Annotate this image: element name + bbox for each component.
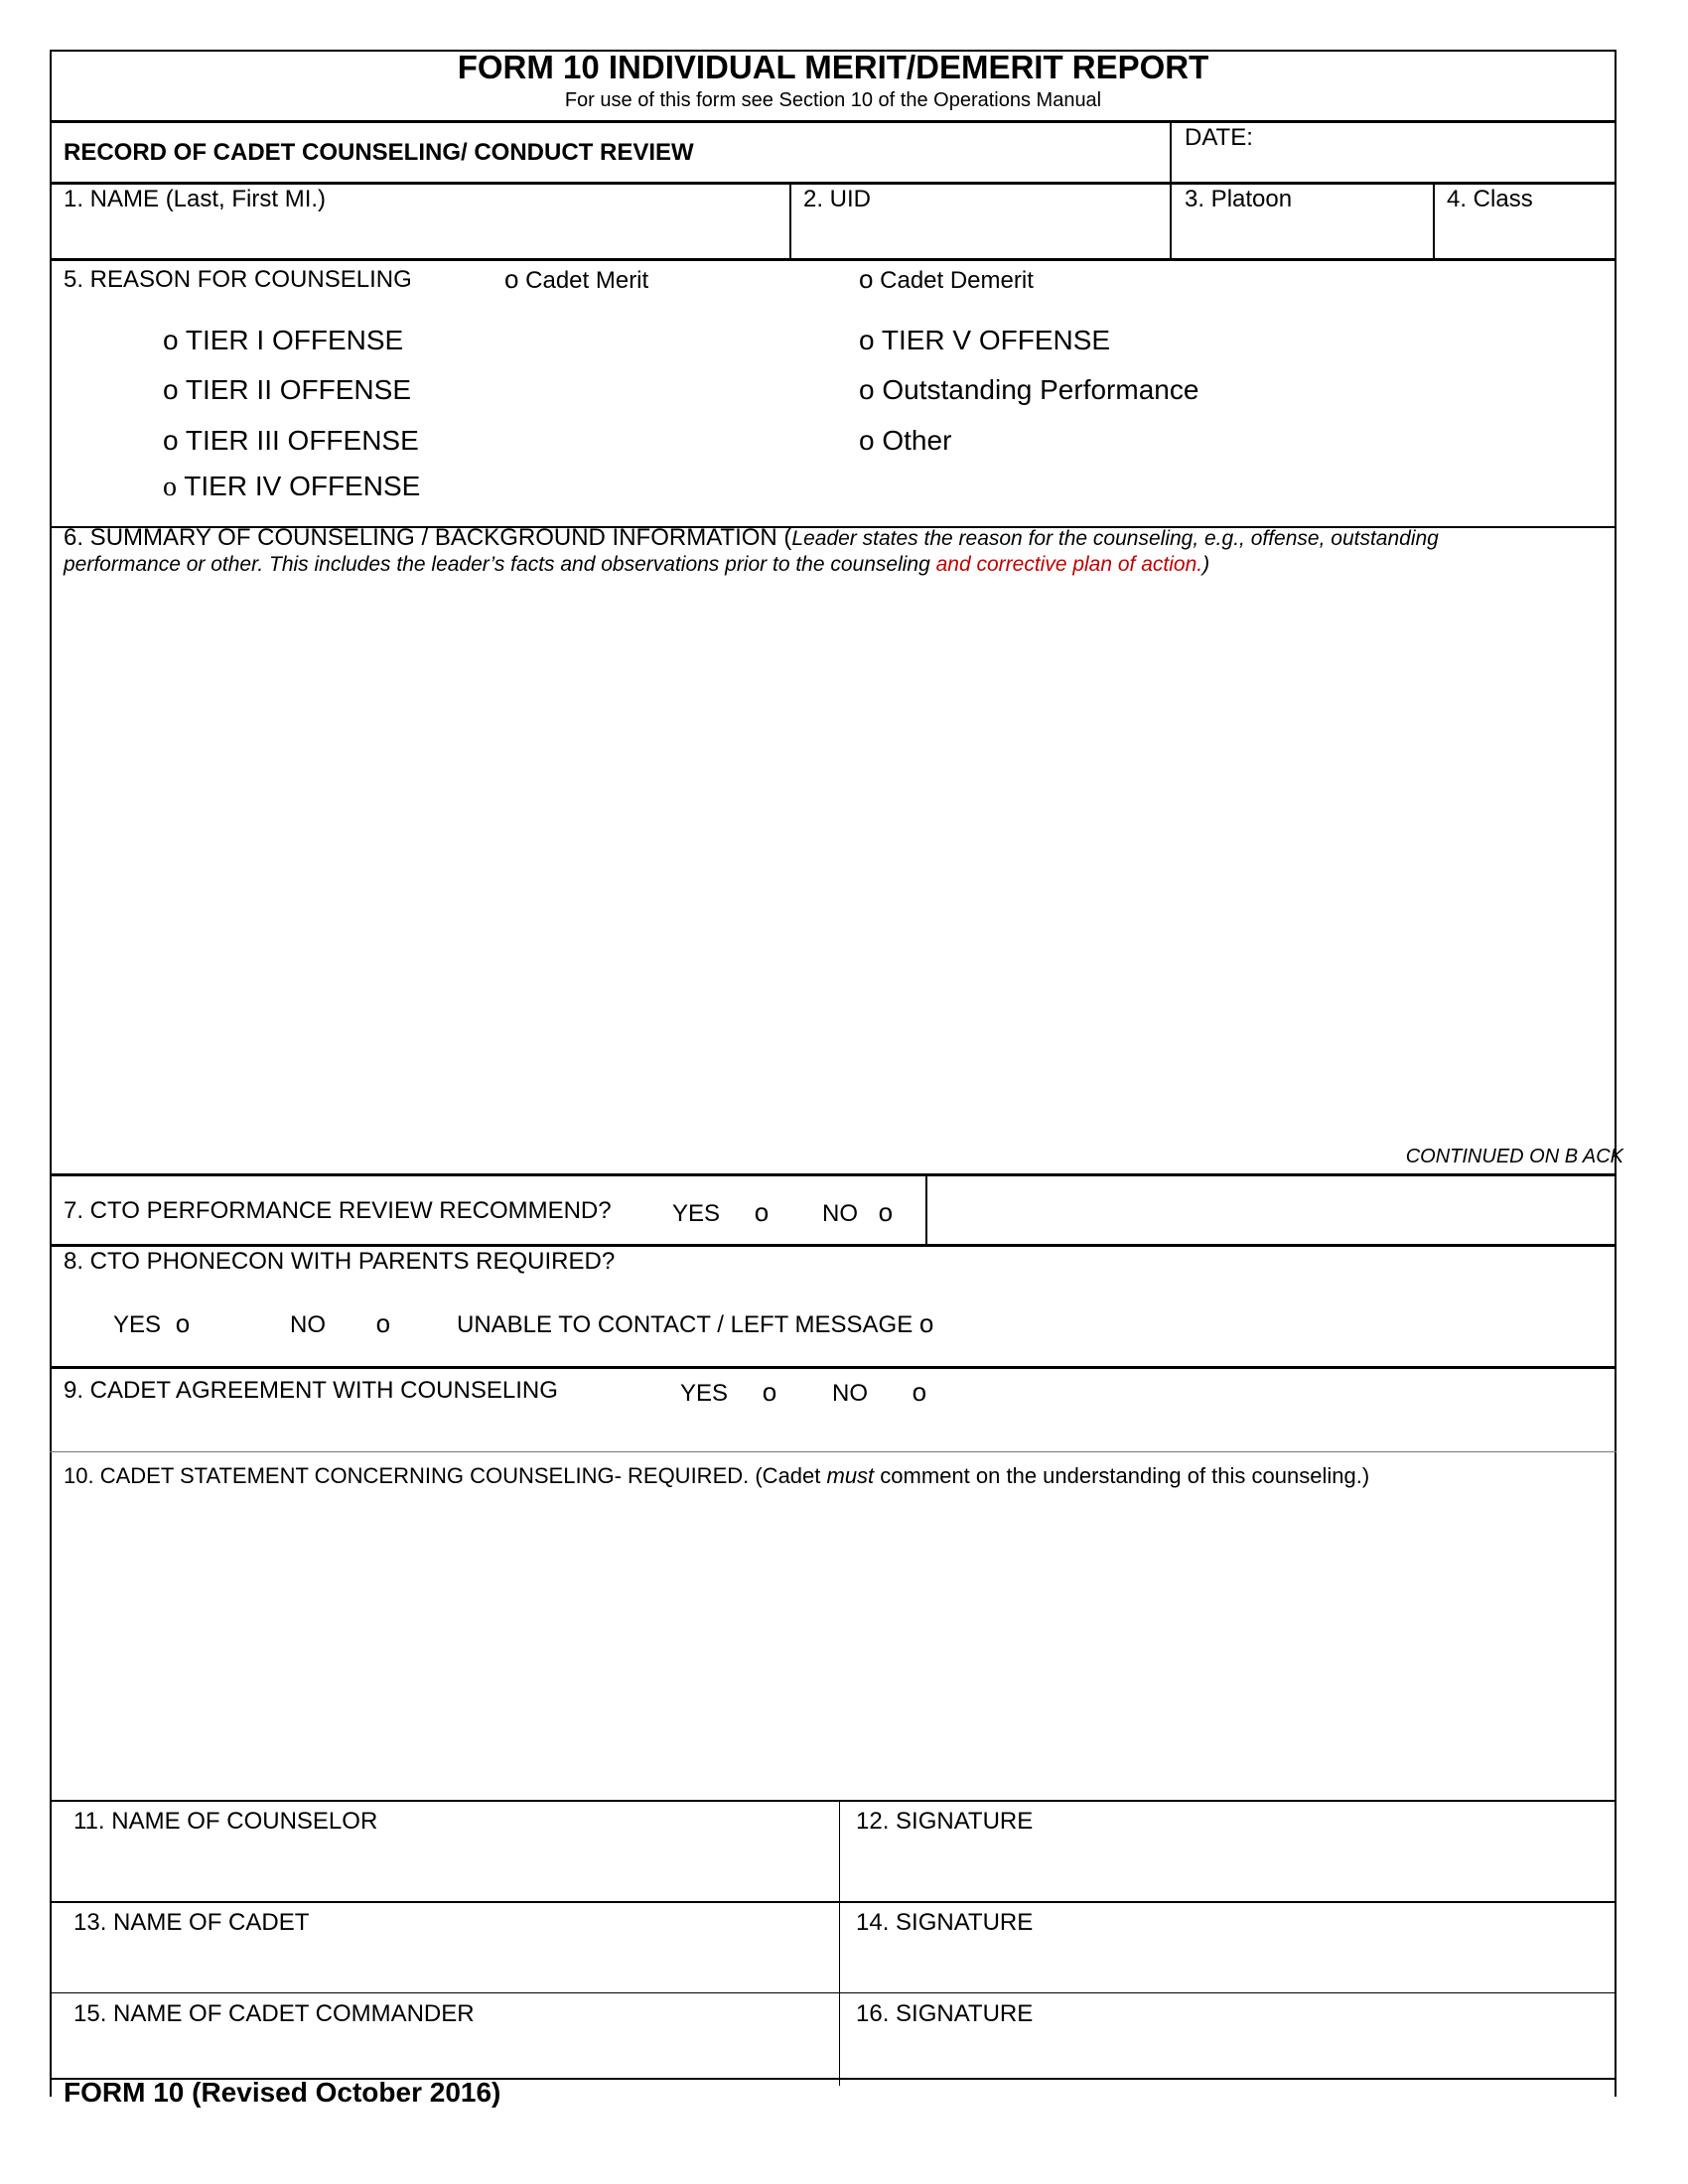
uid-field-label[interactable]: 2. UID — [803, 186, 872, 212]
cadet-demerit-label: Cadet Demerit — [880, 267, 1034, 294]
q7-yes-label: YES — [672, 1200, 721, 1227]
form-footer: FORM 10 (Revised October 2016) — [64, 2077, 501, 2108]
signature-16-label[interactable]: 16. SIGNATURE — [856, 2000, 1034, 2027]
q8-no-label: NO — [290, 1311, 326, 1338]
border-left — [50, 50, 52, 2097]
reason-label: 5. REASON FOR COUNSELING — [64, 266, 412, 293]
radio-circle-icon[interactable]: o — [163, 472, 177, 502]
q8-unable-option[interactable] — [457, 1308, 933, 1339]
divider — [50, 258, 1617, 261]
summary-instructions-line2 — [64, 553, 1209, 577]
record-title: RECORD OF CADET COUNSELING/ CONDUCT REVIEW — [64, 139, 694, 166]
radio-circle-icon[interactable]: o — [859, 374, 875, 405]
summary-text-area[interactable] — [56, 586, 1611, 1142]
divider — [839, 1800, 840, 2086]
radio-circle-icon[interactable]: o — [504, 264, 519, 294]
date-field-label[interactable]: DATE: — [1185, 124, 1253, 151]
divider — [50, 182, 1617, 185]
radio-circle-icon[interactable]: o — [918, 1308, 934, 1338]
class-field-label[interactable]: 4. Class — [1447, 186, 1533, 212]
divider — [1433, 182, 1435, 260]
summary-instructions: Leader states the reason for the counseling, e.g., offense, outstanding — [791, 527, 1439, 550]
radio-circle-icon[interactable]: o — [859, 264, 874, 294]
summary-close-paren: ) — [1202, 553, 1210, 576]
q7-yes-option[interactable] — [672, 1197, 769, 1228]
radio-circle-icon[interactable]: o — [859, 325, 875, 355]
radio-circle-icon[interactable]: o — [375, 1308, 391, 1338]
divider — [50, 120, 1617, 123]
radio-circle-icon[interactable]: o — [878, 1197, 894, 1227]
border-right — [1615, 50, 1617, 2097]
name-field-label[interactable]: 1. NAME (Last, First MI.) — [64, 186, 327, 212]
tier3-option[interactable] — [163, 425, 419, 457]
outstanding-label: Outstanding Performance — [882, 374, 1199, 405]
divider — [925, 1173, 927, 1246]
divider — [50, 1173, 1617, 1176]
other-label: Other — [882, 425, 952, 456]
q7-no-label: NO — [822, 1200, 858, 1227]
cadet-merit-option[interactable] — [504, 264, 648, 295]
summary-label: 6. SUMMARY OF COUNSELING / BACKGROUND INFORMATION ( — [64, 524, 792, 551]
q7-notes-field[interactable] — [929, 1177, 1613, 1243]
summary-heading — [64, 524, 1439, 552]
cadet-commander-name-label[interactable]: 15. NAME OF CADET COMMANDER — [73, 2000, 475, 2027]
q9-yes-label: YES — [680, 1380, 729, 1407]
q8-yes-option[interactable] — [113, 1308, 190, 1339]
divider — [50, 1992, 1617, 1993]
cadet-merit-label: Cadet Merit — [525, 267, 649, 294]
divider — [50, 1244, 1617, 1247]
q10-label-end: comment on the understanding of this counseling.) — [874, 1463, 1370, 1488]
tier4-option[interactable] — [163, 471, 420, 503]
platoon-field-label[interactable]: 3. Platoon — [1185, 186, 1293, 212]
summary-corrective-plan: and corrective plan of action. — [935, 553, 1203, 576]
radio-circle-icon[interactable]: o — [762, 1377, 777, 1407]
q10-must: must — [826, 1463, 875, 1488]
cadet-statement-text-area[interactable] — [56, 1495, 1611, 1793]
cadet-demerit-option[interactable] — [859, 264, 1034, 295]
cadet-name-label[interactable]: 13. NAME OF CADET — [73, 1909, 310, 1936]
q9-no-label: NO — [832, 1380, 868, 1407]
radio-circle-icon[interactable]: o — [912, 1377, 927, 1407]
q8-unable-label: UNABLE TO CONTACT / LEFT MESSAGE — [457, 1311, 914, 1338]
signature-14-label[interactable]: 14. SIGNATURE — [856, 1909, 1034, 1936]
continued-on-back-note: CONTINUED ON B ACK — [1405, 1146, 1623, 1167]
counselor-name-label[interactable]: 11. NAME OF COUNSELOR — [73, 1808, 378, 1835]
q8-yes-label: YES — [113, 1311, 162, 1338]
q10-label — [64, 1463, 1369, 1489]
divider — [50, 1366, 1617, 1369]
q9-yes-option[interactable] — [680, 1377, 776, 1408]
q9-no-option[interactable] — [832, 1377, 926, 1408]
divider — [789, 182, 791, 260]
radio-circle-icon[interactable]: o — [175, 1308, 191, 1338]
other-option[interactable] — [859, 425, 951, 457]
form-title: FORM 10 INDIVIDUAL MERIT/DEMERIT REPORT — [457, 49, 1209, 85]
q7-label: 7. CTO PERFORMANCE REVIEW RECOMMEND? — [64, 1197, 612, 1224]
tier1-label: TIER I OFFENSE — [185, 325, 404, 355]
tier4-label: TIER IV OFFENSE — [184, 471, 421, 501]
tier2-option[interactable] — [163, 374, 411, 406]
radio-circle-icon[interactable]: o — [163, 374, 179, 405]
q8-label: 8. CTO PHONECON WITH PARENTS REQUIRED? — [64, 1248, 616, 1275]
signature-12-label[interactable]: 12. SIGNATURE — [856, 1808, 1034, 1835]
q7-no-option[interactable] — [822, 1197, 893, 1228]
summary-instructions: performance or other. This includes the leader’s facts and observations prior to the counseling — [64, 553, 930, 576]
form-subtitle: For use of this form see Section 10 of the Operations Manual — [564, 89, 1102, 111]
divider — [50, 1901, 1617, 1903]
divider — [50, 1451, 1617, 1452]
radio-circle-icon[interactable]: o — [754, 1197, 770, 1227]
q8-no-option[interactable] — [290, 1308, 390, 1339]
tier5-label: TIER V OFFENSE — [881, 325, 1111, 355]
q10-label-start: 10. CADET STATEMENT CONCERNING COUNSELING- REQUIRED. (Cadet — [64, 1463, 827, 1488]
tier5-option[interactable] — [859, 325, 1110, 356]
tier2-label: TIER II OFFENSE — [185, 374, 411, 405]
radio-circle-icon[interactable]: o — [163, 425, 179, 456]
q9-label: 9. CADET AGREEMENT WITH COUNSELING — [64, 1377, 558, 1404]
tier1-option[interactable] — [163, 325, 403, 356]
outstanding-option[interactable] — [859, 374, 1198, 406]
divider — [1170, 120, 1172, 260]
radio-circle-icon[interactable]: o — [859, 425, 875, 456]
radio-circle-icon[interactable]: o — [163, 325, 179, 355]
tier3-label: TIER III OFFENSE — [185, 425, 419, 456]
divider — [50, 1800, 1617, 1802]
